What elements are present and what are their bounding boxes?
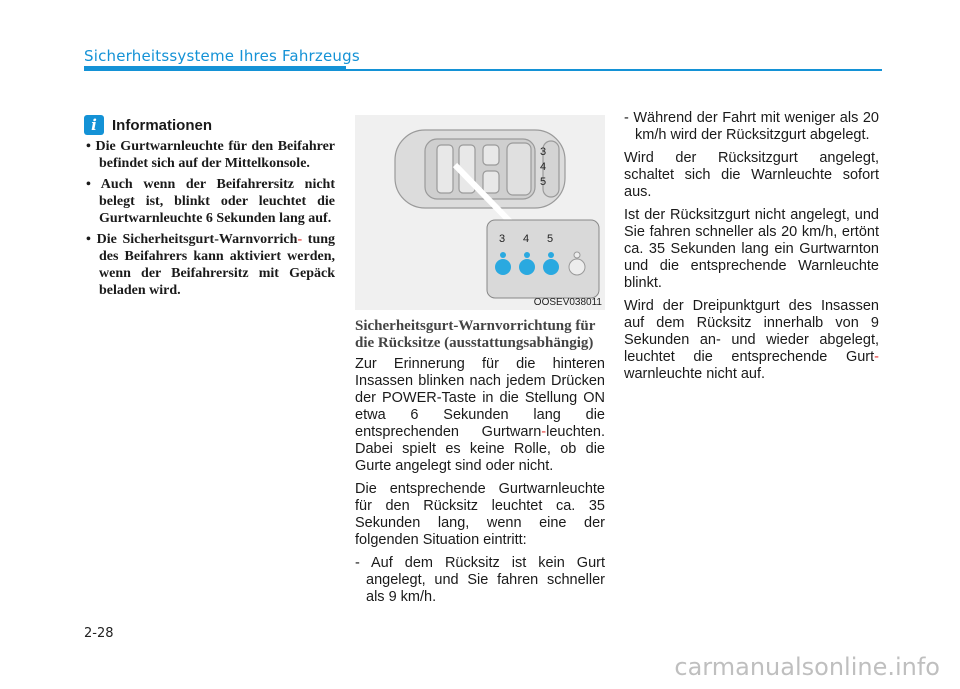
- header-accent-bar: [84, 66, 346, 71]
- header-rule: [346, 69, 882, 71]
- info-bullet: • Die Sicherheitsgurt-Warnvorrich- tung des Beifahrers kann aktiviert werden, wenn der Beifahrersitz mit Gepäck beladen wird.: [77, 231, 335, 299]
- info-bullet: • Die Gurtwarnleuchte für den Beifahrer befindet sich auf der Mittelkonsole.: [77, 138, 335, 172]
- info-heading: [84, 115, 335, 135]
- info-title: Informationen: [112, 116, 212, 134]
- watermark: carmanualsonline.info: [674, 653, 940, 681]
- figure-code: OOSEV038011: [533, 297, 602, 308]
- section-title: Sicherheitsgurt-Warnvorrichtung für die Rücksitze (ausstattungsabhängig): [355, 318, 596, 351]
- main-column: [355, 115, 605, 612]
- panel-seat-label: 3: [499, 233, 506, 245]
- car-seat-label: 5: [540, 176, 547, 188]
- body-paragraph: Die entsprechende Gurtwarnleuchte für den Rücksitz leuchtet ca. 35 Sekunden lang, wenn eine der folgenden Situation eintritt:: [355, 481, 605, 548]
- body-paragraph: Zur Erinnerung für die hinteren Insassen blinken nach jedem Drücken der POWER-Taste in die Stellung ON etwa 6 Sekunden lang die entsprechenden Gurtwarn-leuchten. Dabei spielt es keine Rolle, ob die Gurte angelegt sind oder nicht.: [355, 356, 605, 474]
- body-paragraph: Wird der Dreipunktgurt des Insassen auf dem Rücksitz innerhalb von 9 Sekunden an- und wieder abgelegt, leuchtet die entsprechende Gurt-warnleuchte nicht auf.: [624, 298, 879, 382]
- dash-item: - Auf dem Rücksitz ist kein Gurt angelegt, und Sie fahren schneller als 9 km/h.: [355, 555, 605, 605]
- car-seat-label: 4: [540, 161, 547, 173]
- page-number: 2-28: [84, 626, 114, 641]
- seatbelt-figure: [355, 115, 605, 310]
- body-paragraph: Wird der Rücksitzgurt angelegt, schaltet sich die Warnleuchte sofort aus.: [624, 150, 879, 200]
- car-seat-label: 3: [540, 146, 547, 158]
- info-column: [77, 115, 335, 303]
- car-seatbelt-illustration: [355, 115, 605, 310]
- header-title: Sicherheitssysteme Ihres Fahrzeugs: [84, 47, 360, 65]
- panel-seat-label: 5: [547, 233, 554, 245]
- info-icon: i: [84, 115, 104, 135]
- body-paragraph: Ist der Rücksitzgurt nicht angelegt, und Sie fahren schneller als 20 km/h, ertönt ca. 35 Sekunden lang ein Gurtwarnton und die entsprechende Warnleuchte blinkt.: [624, 207, 879, 291]
- right-column: [624, 110, 879, 389]
- dash-item: - Während der Fahrt mit weniger als 20 km/h wird der Rücksitzgurt abgelegt.: [624, 110, 879, 143]
- info-bullet-list: [77, 138, 335, 299]
- info-bullet: • Auch wenn der Beifahrersitz nicht belegt ist, blinkt oder leuchtet die Gurtwarnleuchte 6 Sekunden lang auf.: [77, 176, 335, 227]
- panel-seat-label: 4: [523, 233, 530, 245]
